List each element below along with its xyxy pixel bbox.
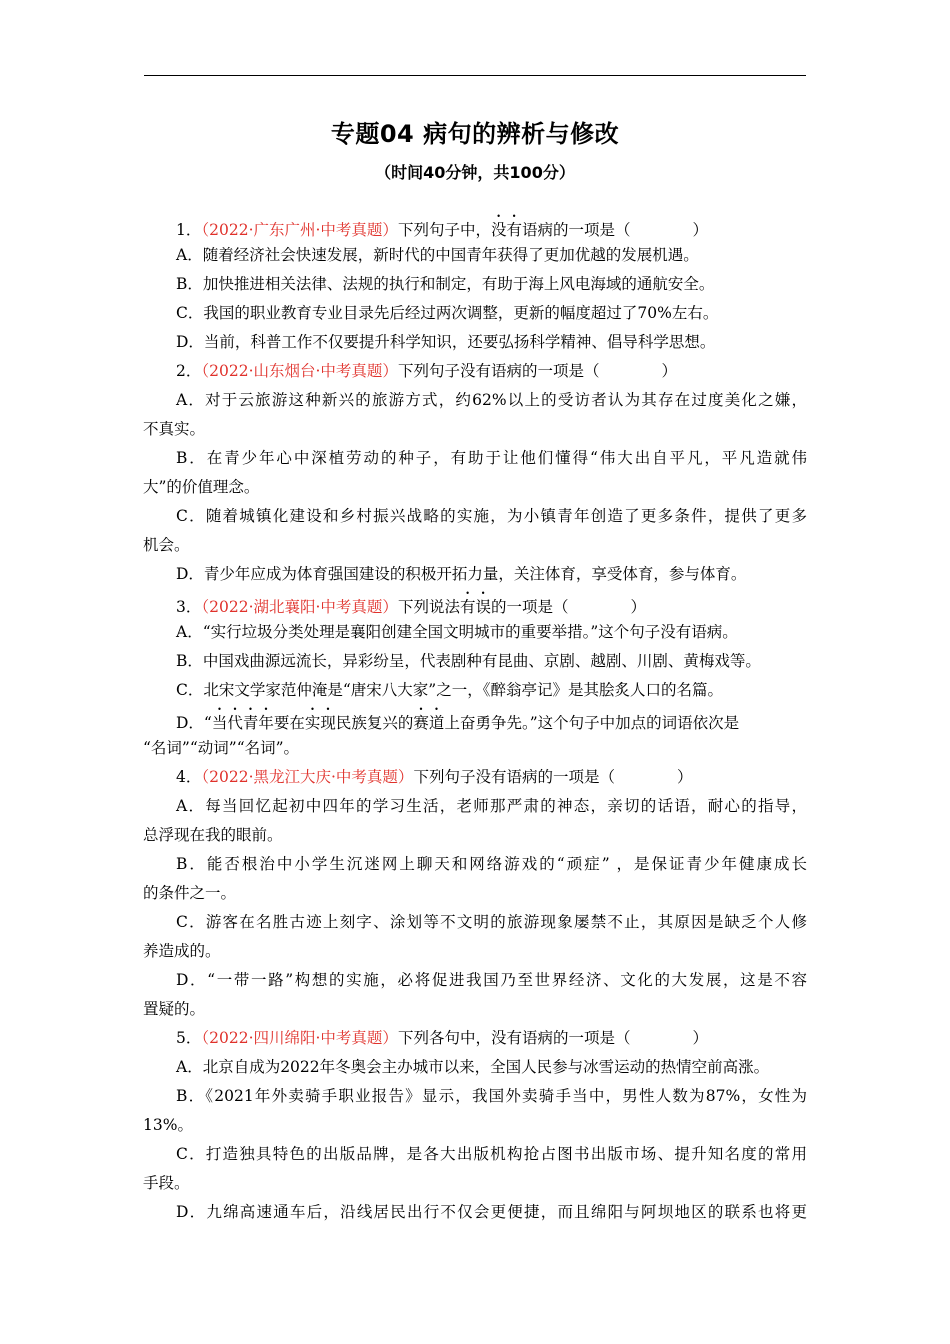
emphasis-dots: 实现 [304,714,336,732]
question-1-option-b: B．加快推进相关法律、法规的执行和制定，有助于海上风电海域的通航安全。 [176,275,715,293]
question-1-option-c: C．我国的职业教育专业目录先后经过两次调整，更新的幅度超过了70%左右。 [176,304,719,322]
question-5-option-c-cont: 手段。 [143,1174,190,1192]
question-4-option-b-cont: 的条件之一。 [143,884,237,902]
question-source: （2022·湖北襄阳·中考真题） [201,598,398,616]
question-source: （2022·四川绵阳·中考真题） [201,1029,398,1047]
question-2-option-c-cont: 机会。 [143,536,190,554]
question-4-stem: 4．（2022·黑龙江大庆·中考真题）下列句子没有语病的一项是（ ） [176,768,693,786]
question-2-option-c: C．随着城镇化建设和乡村振兴战略的实施，为小镇青年创造了更多条件，提供了更多 [176,507,807,525]
question-2-option-a-cont: 不真实。 [143,420,206,438]
question-3-option-d: D．“当代青年要在实现民族复兴的赛道上奋勇争先。”这个句子中加点的词语依次是 [176,714,740,732]
question-3-option-a: A．“实行垃圾分类处理是襄阳创建全国文明城市的重要举措。”这个句子没有语病。 [176,623,738,641]
emphasis-dots: 没有 [490,221,522,239]
question-2-stem: 2．（2022·山东烟台·中考真题）下列句子没有语病的一项是（ ） [176,362,677,380]
question-3-option-c: C．北宋文学家范仲淹是“唐宋八大家”之一，《醉翁亭记》是其脍炙人口的名篇。 [176,681,723,699]
header-rule [144,75,806,76]
question-5-option-d: D．九绵高速通车后，沿线居民出行不仅会更便捷，而且绵阳与阿坝地区的联系也将更 [176,1203,807,1221]
question-3-stem: 3．（2022·湖北襄阳·中考真题）下列说法有误的一项是（ ） [176,598,646,616]
question-5-option-b-cont: 13%。 [143,1116,193,1134]
emphasis-dots: 赛道 [413,714,445,732]
question-2-option-d: D．青少年应成为体育强国建设的积极开拓力量，关注体育，享受体育，参与体育。 [176,565,747,583]
question-3-option-d-cont: “名词”“动词”“名词”。 [143,739,300,757]
question-4-option-a-cont: 总浮现在我的眼前。 [143,826,283,844]
emphasis-dots: 有误 [459,598,491,616]
page-title: 专题04 病句的辨析与修改 [330,120,620,148]
page-subtitle: （时间40分钟，共100分） [375,163,575,182]
question-4-option-c-cont: 养造成的。 [143,942,221,960]
question-list [143,212,807,1227]
question-1-option-a: A．随着经济社会快速发展，新时代的中国青年获得了更加优越的发展机遇。 [176,246,699,264]
question-source: （2022·广东广州·中考真题） [201,221,398,239]
question-4-option-d: D．“一带一路”构想的实施，必将促进我国乃至世界经济、文化的大发展，这是不容 [176,971,807,989]
question-5-option-b: B．《2021年外卖骑手职业报告》显示，我国外卖骑手当中，男性人数为87%，女性为 [176,1087,807,1105]
question-5-option-c: C．打造独具特色的出版品牌，是各大出版机构抢占图书出版市场、提升知名度的常用 [176,1145,807,1163]
question-1-option-d: D．当前，科普工作不仅要提升科学知识，还要弘扬科学精神、倡导科学思想。 [176,333,716,351]
question-4-option-d-cont: 置疑的。 [143,1000,206,1018]
question-source: （2022·黑龙江大庆·中考真题） [201,768,414,786]
question-4-option-b: B．能否根治中小学生沉迷网上聊天和网络游戏的“顽症” ，是保证青少年健康成长 [176,855,807,873]
question-source: （2022·山东烟台·中考真题） [201,362,398,380]
question-3-option-b: B．中国戏曲源远流长，异彩纷呈，代表剧种有昆曲、京剧、越剧、川剧、黄梅戏等。 [176,652,761,670]
question-2-option-a: A．对于云旅游这种新兴的旅游方式，约62%以上的受访者认为其存在过度美化之嫌， [176,391,807,409]
question-2-option-b-cont: 大”的价值理念。 [143,478,260,496]
question-5-stem: 5．（2022·四川绵阳·中考真题）下列各句中，没有语病的一项是（ ） [176,1029,708,1047]
question-2-option-b: B．在青少年心中深植劳动的种子，有助于让他们懂得“伟大出自平凡，平凡造就伟 [176,449,807,467]
emphasis-dots: 当代青年 [211,714,274,732]
question-1-stem: 1．（2022·广东广州·中考真题）下列句子中，没有语病的一项是（ ） [176,221,708,239]
question-5-option-a: A．北京自成为2022年冬奥会主办城市以来，全国人民参与冰雪运动的热情空前高涨。 [176,1058,770,1076]
question-4-option-c: C．游客在名胜古迹上刻字、涂划等不文明的旅游现象屡禁不止，其原因是缺乏个人修 [176,913,807,931]
question-4-option-a: A．每当回忆起初中四年的学习生活，老师那严肃的神态，亲切的话语，耐心的指导， [176,797,807,815]
